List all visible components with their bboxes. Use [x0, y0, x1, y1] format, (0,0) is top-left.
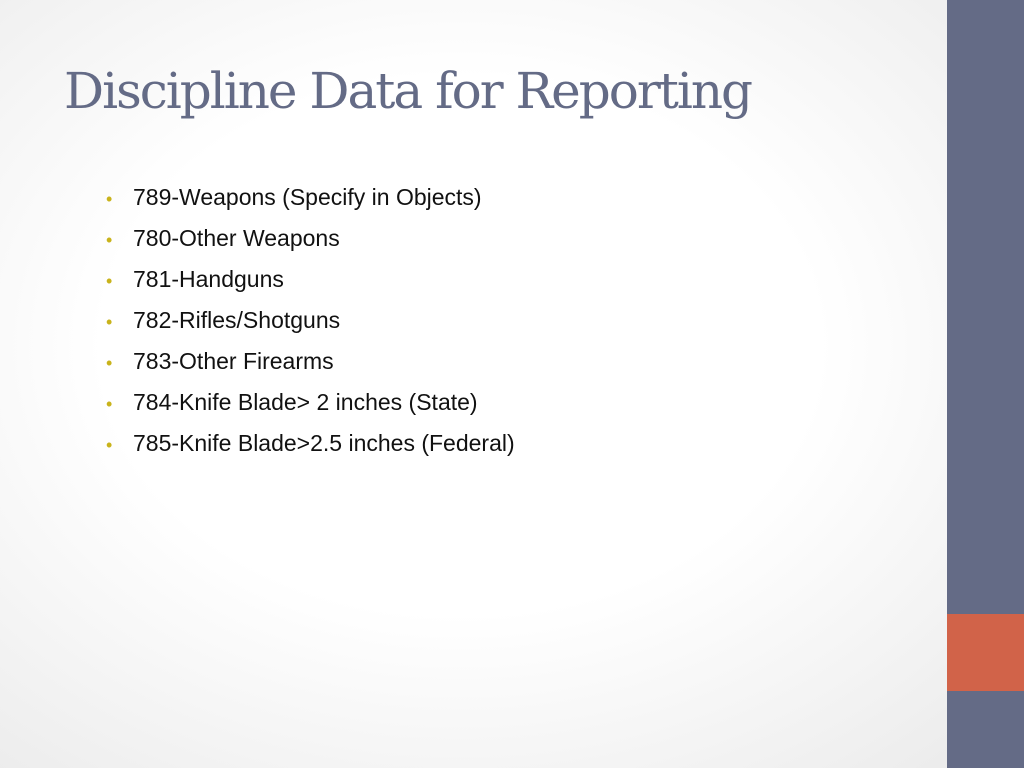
- bullet-text: 782-Rifles/Shotguns: [133, 307, 341, 333]
- bullet-dot-icon: •: [106, 271, 113, 291]
- bullet-text: 785-Knife Blade>2.5 inches (Federal): [133, 430, 515, 456]
- slide-title: Discipline Data for Reporting: [64, 62, 752, 120]
- bullet-text: 781-Handguns: [133, 266, 284, 292]
- list-item: [100, 389, 515, 430]
- bullet-text: 783-Other Firearms: [133, 348, 334, 374]
- list-item: [100, 348, 515, 389]
- bullet-dot-icon: •: [106, 189, 113, 209]
- bullet-dot-icon: •: [106, 353, 113, 373]
- list-item: [100, 225, 515, 266]
- bullet-text: 780-Other Weapons: [133, 225, 340, 251]
- bullet-dot-icon: •: [106, 435, 113, 455]
- list-item: [100, 430, 515, 471]
- bullet-text: 789-Weapons (Specify in Objects): [133, 184, 482, 210]
- list-item: [100, 307, 515, 348]
- bullet-list: [100, 184, 515, 471]
- bullet-text: 784-Knife Blade> 2 inches (State): [133, 389, 478, 415]
- bullet-dot-icon: •: [106, 312, 113, 332]
- list-item: [100, 266, 515, 307]
- list-item: [100, 184, 515, 225]
- bullet-dot-icon: •: [106, 230, 113, 250]
- side-accent-block: [947, 614, 1024, 691]
- bullet-dot-icon: •: [106, 394, 113, 414]
